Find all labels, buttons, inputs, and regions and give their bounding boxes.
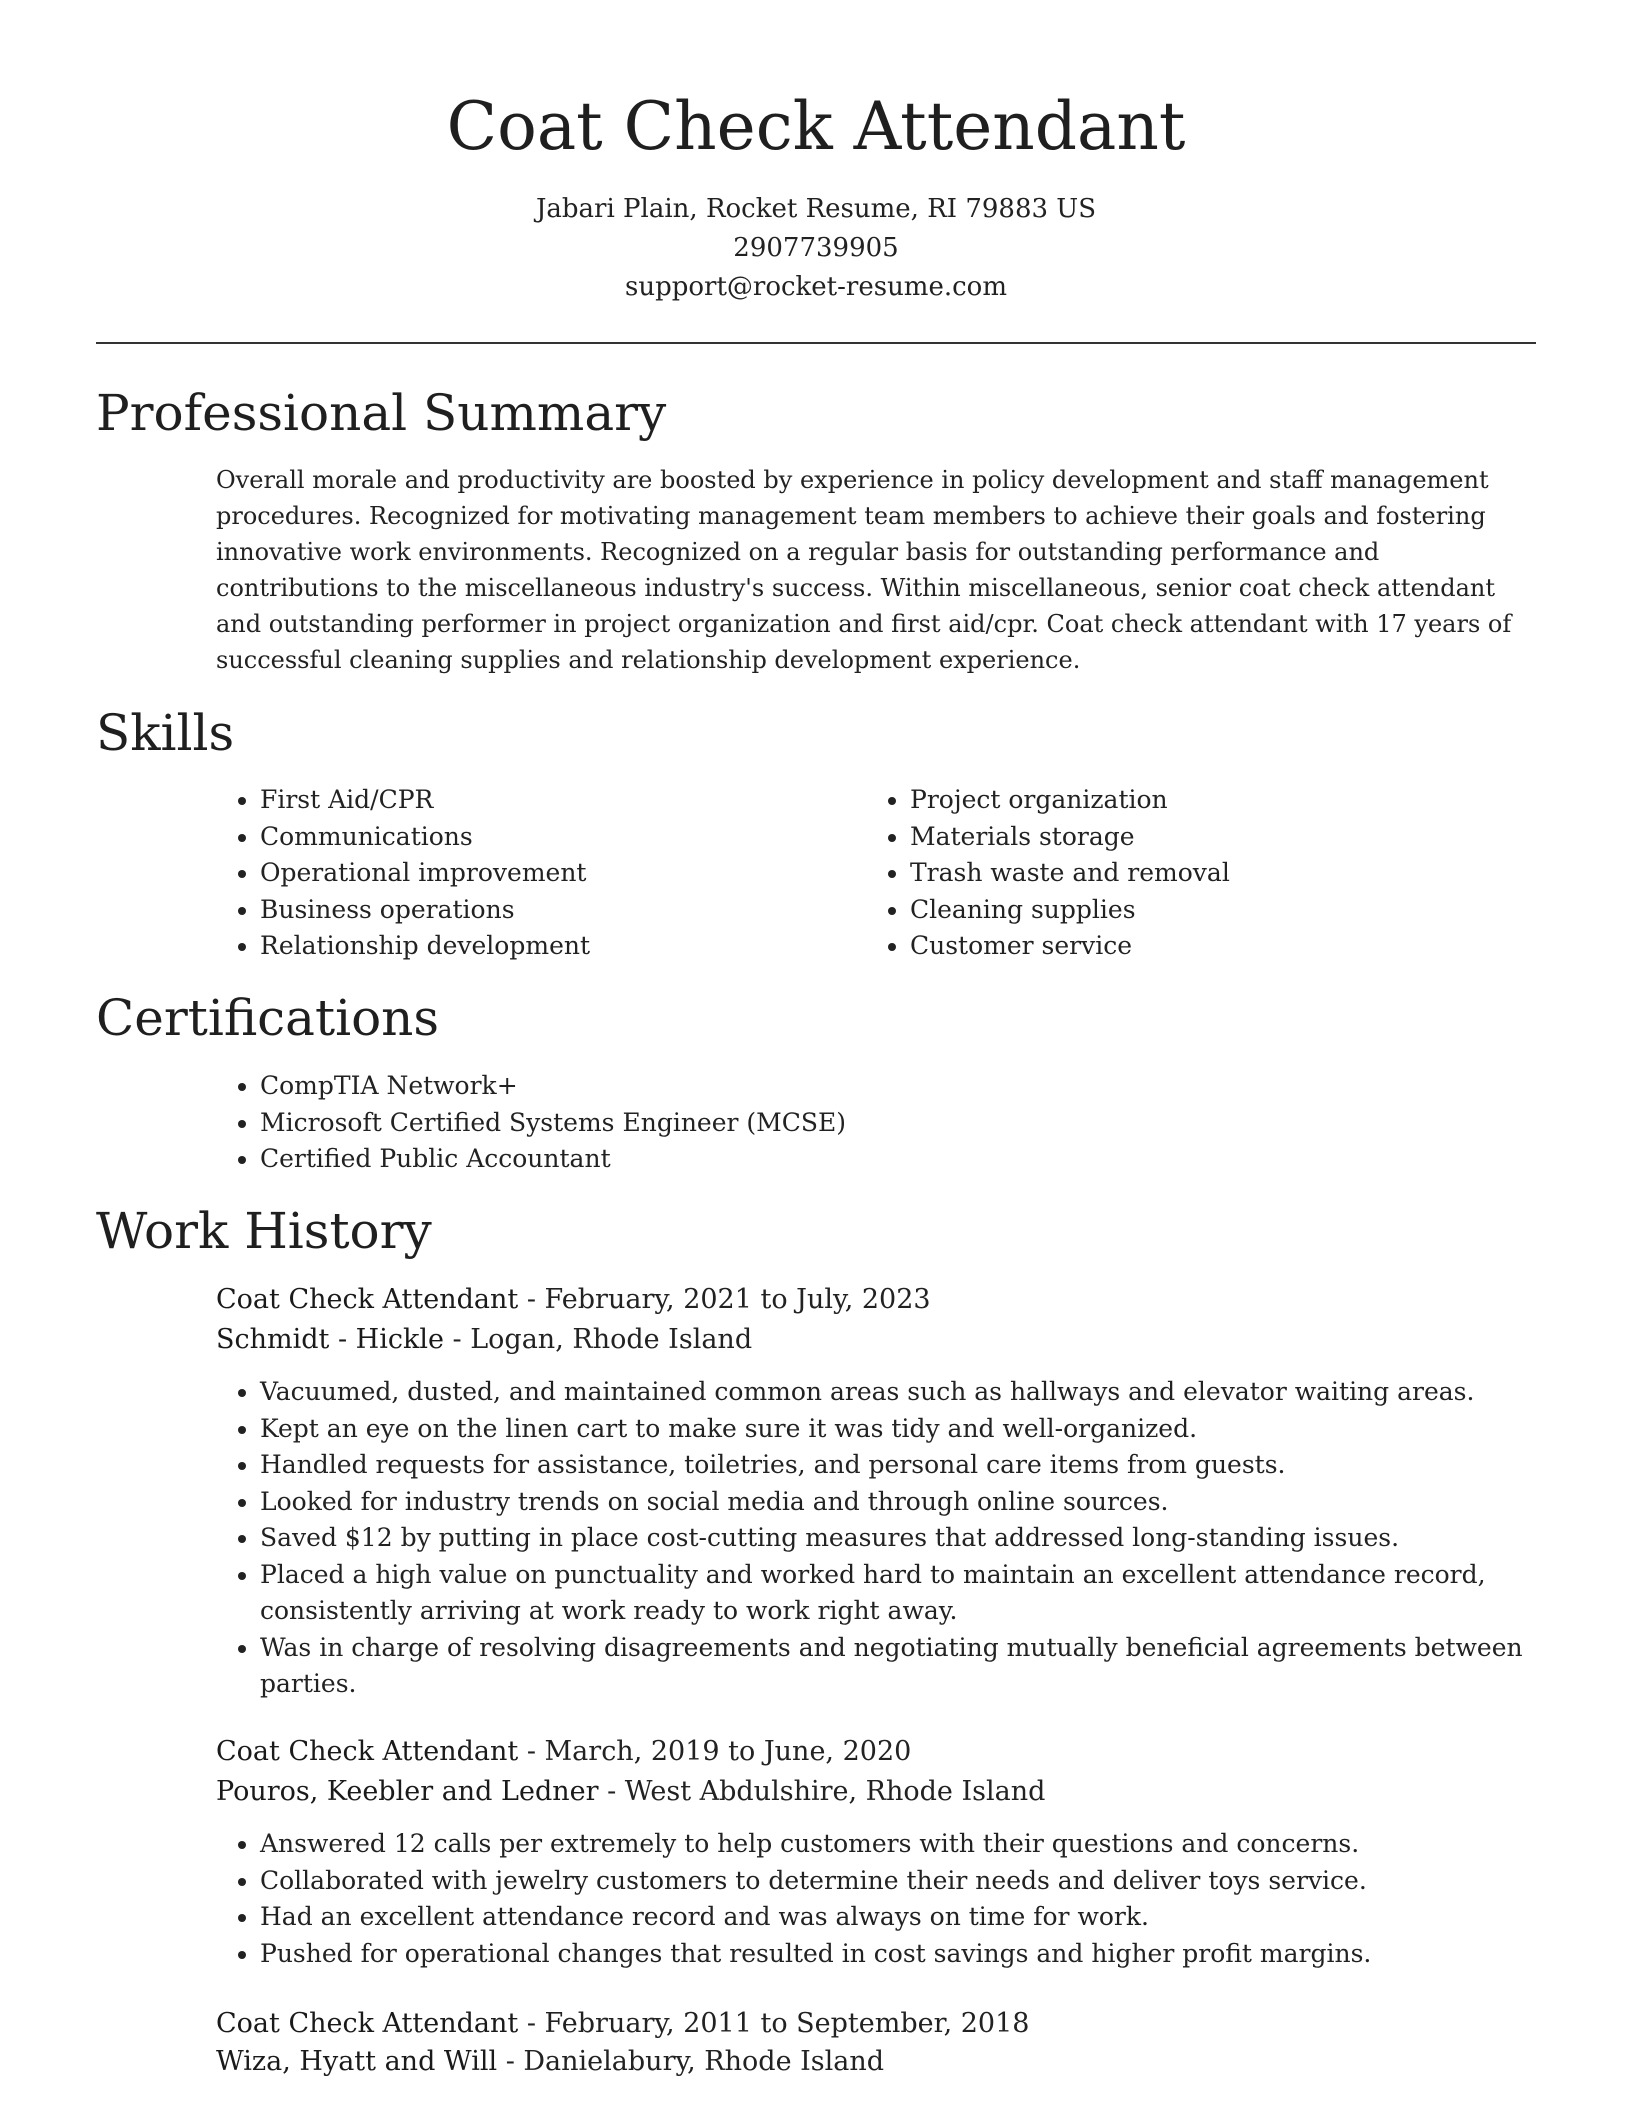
contact-block [0, 190, 1632, 307]
list-item: • Looked for industry trends on social media and through online sources. [260, 1484, 1530, 1521]
list-item: • Vacuumed, dusted, and maintained common areas such as hallways and elevator waiting areas. [260, 1374, 1530, 1411]
certifications-list [216, 1068, 1560, 1178]
work-history-heading: Work History [96, 1202, 432, 1260]
job-dates: - February, 2021 to July, 2023 [518, 1284, 931, 1315]
list-item: • Business operations [260, 892, 860, 929]
job-location: - West Abdulshire, Rhode Island [598, 1776, 1046, 1807]
contact-email: support@rocket-resume.com [624, 272, 1007, 302]
job-bullets [216, 1826, 1530, 1972]
job-dates: - March, 2019 to June, 2020 [518, 1736, 912, 1767]
job-company: Wiza, Hyatt and Will [216, 2046, 498, 2077]
certifications-heading: Certifications [96, 989, 440, 1047]
list-item: • Saved $12 by putting in place cost-cutting measures that addressed long-standing issues. [260, 1520, 1530, 1557]
job-title: Coat Check Attendant [216, 2008, 519, 2039]
list-item: • Had an excellent attendance record and was always on time for work. [260, 1899, 1530, 1936]
job-bullets [216, 1374, 1530, 1703]
list-item: • Materials storage [910, 819, 1550, 856]
job-company-line [216, 2042, 884, 2082]
skills-list-right [866, 782, 1550, 965]
list-item: • Relationship development [260, 928, 860, 965]
contact-phone: 2907739905 [733, 233, 899, 263]
job-title-line [216, 1280, 931, 1320]
skills-list-left [216, 782, 860, 965]
list-item: • Cleaning supplies [910, 892, 1550, 929]
job-location: - Logan, Rhode Island [443, 1324, 753, 1355]
job-title-line [216, 2004, 1029, 2044]
job-location: - Danielabury, Rhode Island [497, 2046, 885, 2077]
list-item: • Microsoft Certified Systems Engineer (MCSE) [260, 1105, 1560, 1142]
list-item: • Placed a high value on punctuality and worked hard to maintain an excellent attendance record, consistently arriving at work ready to work right away. [260, 1557, 1530, 1630]
skills-heading: Skills [96, 704, 235, 762]
list-item: • Certified Public Accountant [260, 1141, 1560, 1178]
list-item: • Answered 12 calls per extremely to help customers with their questions and concerns. [260, 1826, 1530, 1863]
job-title: Coat Check Attendant [216, 1284, 519, 1315]
summary-heading: Professional Summary [96, 384, 667, 442]
job-company-line [216, 1320, 752, 1360]
job-company: Schmidt - Hickle [216, 1324, 444, 1355]
job-dates: - February, 2011 to September, 2018 [518, 2008, 1030, 2039]
list-item: • Pushed for operational changes that resulted in cost savings and higher profit margins. [260, 1936, 1530, 1973]
job-company-line [216, 1772, 1045, 1812]
list-item: • Communications [260, 819, 860, 856]
job-title: Coat Check Attendant [216, 1736, 519, 1767]
list-item: • Kept an eye on the linen cart to make sure it was tidy and well-organized. [260, 1411, 1530, 1448]
list-item: • Customer service [910, 928, 1550, 965]
job-company: Pouros, Keebler and Ledner [216, 1776, 599, 1807]
list-item: • Operational improvement [260, 855, 860, 892]
list-item: • Was in charge of resolving disagreements and negotiating mutually beneficial agreements between parties. [260, 1630, 1530, 1703]
candidate-name: Coat Check Attendant [446, 88, 1186, 165]
list-item: • Trash waste and removal [910, 855, 1550, 892]
summary-text: Overall morale and productivity are boosted by experience in policy development and staff management procedures. Recognized for motivating management team members to achieve their goals and fostering innovative work environments. Recognized on a regular basis for outstanding performance and contributions to the miscellaneous industry's success. Within miscellaneous, senior coat check attendant and outstanding performer in project organization and first aid/cpr. Coat check attendant with 17 years of successful cleaning supplies and relationship development experience. [216, 466, 1512, 674]
job-title-line [216, 1732, 911, 1772]
list-item: • Handled requests for assistance, toiletries, and personal care items from guests. [260, 1447, 1530, 1484]
list-item: • Project organization [910, 782, 1550, 819]
header-divider [96, 342, 1536, 344]
list-item: • CompTIA Network+ [260, 1068, 1560, 1105]
list-item: • Collaborated with jewelry customers to determine their needs and deliver toys service. [260, 1863, 1530, 1900]
list-item: • First Aid/CPR [260, 782, 860, 819]
contact-address: Jabari Plain, Rocket Resume, RI 79883 US [535, 194, 1097, 224]
